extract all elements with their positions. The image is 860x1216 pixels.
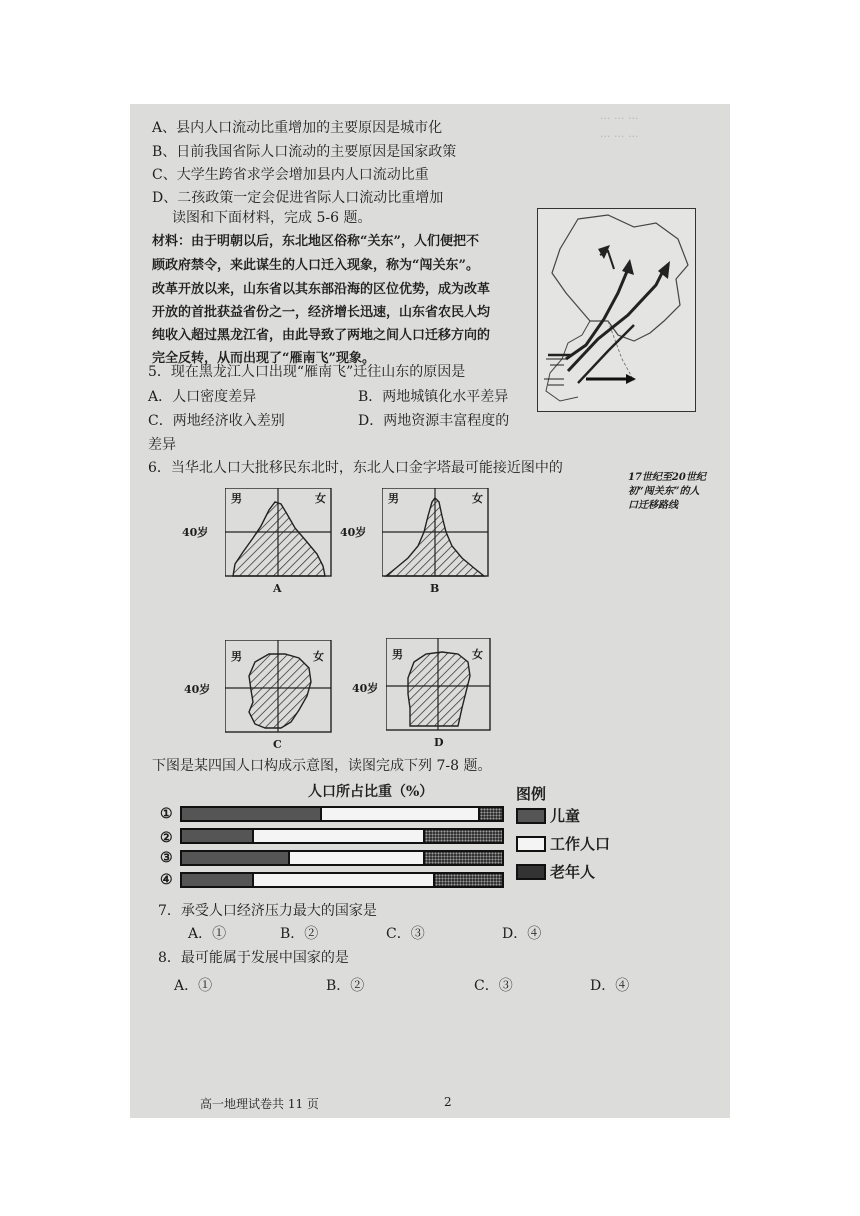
material-line: 改革开放以来，山东省以其东部沿海的区位优势，成为改革 (152, 282, 491, 297)
legend-swatch-elderly (516, 864, 546, 880)
q8-option-b: B．② (326, 978, 365, 994)
pyramid-label: D (434, 736, 444, 749)
pyramid-label: C (273, 738, 282, 751)
age-label: 40岁 (182, 526, 209, 539)
intro-5-6: 读图和下面材料，完成 5-6 题。 (172, 210, 372, 226)
q4-option-c: C、大学生跨省求学会增加县内人口流动比重 (152, 167, 429, 183)
q8-option-a: A．① (174, 978, 213, 994)
age-label: 40岁 (184, 683, 211, 696)
bar-segment-working (320, 808, 480, 820)
bar-segment-elderly (425, 852, 502, 864)
age-label: 40岁 (340, 526, 367, 539)
bar-row-label: ① (160, 806, 173, 822)
q7-option-a: A．① (188, 926, 227, 942)
q8-option-c: C．③ (474, 978, 513, 994)
q6-stem: 6．当华北人口大批移民东北时，东北人口金字塔最可能接近图中的 (148, 460, 563, 476)
bar-row (180, 828, 504, 844)
bar-segment-working (252, 830, 425, 842)
intro-7-8: 下图是某四国人口构成示意图，读图完成下列 7-8 题。 (152, 758, 492, 774)
exam-page (130, 104, 730, 1118)
pyramid-label: A (273, 582, 282, 595)
bar-segment-elderly (480, 808, 502, 820)
q5-option-c: C．两地经济收入差别 (148, 413, 285, 429)
q5-option-a: A．人口密度差异 (148, 389, 257, 405)
q7-stem: 7．承受人口经济压力最大的国家是 (158, 903, 377, 919)
q5-stem: 5．现在黑龙江人口出现“雁南飞”迁往山东的原因是 (148, 364, 466, 380)
material-line: 纯收入超过黑龙江省，由此导致了两地之间人口迁移方向的 (152, 328, 491, 343)
legend-label-elderly: 老年人 (550, 863, 596, 881)
map-caption: 17世纪至20世纪初“闯关东”的人口迁移路线 (628, 472, 706, 511)
footer-page-count: 高一地理试卷共 11 页 (200, 1097, 319, 1111)
q5-option-b: B．两地城镇化水平差异 (358, 389, 509, 405)
bar-segment-working (288, 852, 426, 864)
q7-option-b: B．② (280, 926, 319, 942)
pyramid-b-graph (382, 488, 494, 588)
female-label: 女 (472, 492, 483, 505)
male-label: 男 (388, 492, 399, 505)
bar-segment-working (252, 874, 434, 886)
bar-segment-elderly (435, 874, 502, 886)
female-label: 女 (472, 648, 483, 661)
bar-segment-children (182, 830, 252, 842)
bar-segment-children (182, 852, 288, 864)
q4-option-a: A、县内人口流动比重增加的主要原因是城市化 (152, 120, 443, 136)
footer-page-number: 2 (444, 1095, 452, 1109)
pyramid-label: B (430, 582, 440, 595)
bar-segment-children (182, 808, 320, 820)
q8-stem: 8．最可能属于发展中国家的是 (158, 950, 349, 966)
male-label: 男 (231, 492, 242, 505)
northeast-map-drawing (538, 209, 695, 411)
legend-title: 图例 (516, 785, 547, 803)
pyramid-d-graph (386, 638, 498, 738)
q8-option-d: D．④ (590, 978, 630, 994)
legend-label-working: 工作人口 (550, 835, 611, 853)
bar-row (180, 806, 504, 822)
migration-map (537, 208, 706, 511)
pyramid-a-graph (225, 488, 337, 588)
male-label: 男 (231, 650, 242, 663)
age-label: 40岁 (352, 682, 379, 695)
bar-row-label: ② (160, 830, 173, 846)
bar-row-label: ③ (160, 850, 173, 866)
legend-swatch-working (516, 836, 546, 852)
bar-row (180, 872, 504, 888)
q5-option-d-cont: 差异 (148, 437, 176, 453)
bar-segment-elderly (425, 830, 502, 842)
bar-segment-children (182, 874, 252, 886)
bar-row-label: ④ (160, 872, 173, 888)
material-line: 完全反转，从而出现了“雁南飞”现象。 (152, 351, 375, 366)
q4-option-d: D、二孩政策一定会促进省际人口流动比重增加 (152, 190, 444, 206)
material-line: 开放的首批获益省份之一，经济增长迅速，山东省农民人均 (152, 305, 491, 320)
material-line: 顾政府禁令，来此谋生的人口迁入现象，称为“闯关东”。 (152, 258, 479, 273)
legend-swatch-children (516, 808, 546, 824)
male-label: 男 (392, 648, 403, 661)
bar-row (180, 850, 504, 866)
female-label: 女 (313, 650, 324, 663)
female-label: 女 (315, 492, 326, 505)
q4-option-b: B、日前我国省际人口流动的主要原因是国家政策 (152, 144, 457, 160)
bleed-through-text: ··· ··· ··· (600, 130, 639, 143)
material-line: 材料：由于明朝以后，东北地区俗称“关东”，人们便把不 (152, 234, 479, 249)
pyramid-c-graph (225, 640, 337, 740)
bleed-through-text: ··· ··· ··· (600, 112, 639, 125)
q5-option-d: D．两地资源丰富程度的 (358, 413, 510, 429)
q7-option-c: C．③ (386, 926, 425, 942)
q7-option-d: D．④ (502, 926, 542, 942)
bar-chart-title: 人口所占比重（%） (308, 784, 434, 800)
legend-label-children: 儿童 (550, 807, 581, 825)
